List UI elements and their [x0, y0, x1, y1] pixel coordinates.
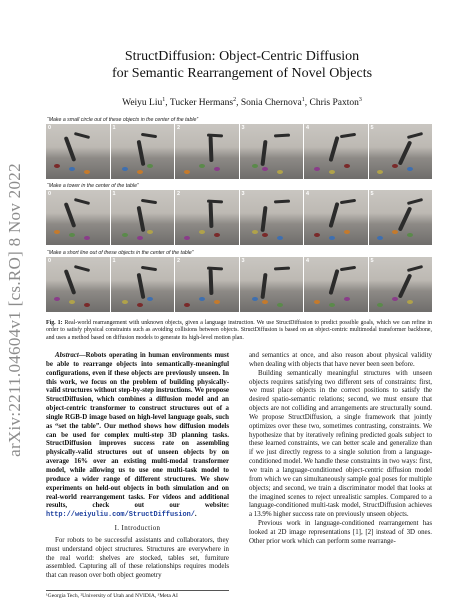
figure-step-number: 0: [48, 191, 52, 197]
table-object: [69, 300, 75, 304]
author-affiliation: 1: [301, 97, 305, 103]
figure-frame-strip: [46, 124, 432, 179]
figure-frame: [240, 257, 304, 312]
figure-step-number: 4: [306, 258, 310, 264]
robot-arm: [397, 206, 412, 231]
robot-arm: [64, 202, 77, 228]
figure-frame: [46, 190, 110, 245]
robot-arm: [328, 136, 339, 162]
robot-arm: [140, 199, 156, 204]
figure-frame: [369, 190, 433, 245]
table-object: [314, 167, 320, 171]
table-object: [199, 230, 205, 234]
robot-arm: [406, 265, 422, 272]
introduction-paragraph: For robots to be successful assistants and collaborators, they must understand object structures. Structures are everywhere in the real world: shelves are stocked, tables set, furniture assembled. Capturing all of these relationships requires models that can reason over both object geometry: [46, 536, 229, 580]
table-object: [329, 303, 335, 307]
robot-arm: [260, 140, 267, 166]
figure-step-number: 4: [306, 191, 310, 197]
table-object: [392, 297, 398, 301]
figure-step-number: 5: [370, 258, 374, 264]
table-object: [199, 297, 205, 301]
figure-frame: [46, 257, 110, 312]
figure-frame: [369, 257, 433, 312]
author-name: Sonia Chernova: [240, 98, 302, 109]
table-object: [262, 300, 268, 304]
figure-step-number: 5: [370, 191, 374, 197]
robot-arm: [273, 267, 289, 271]
table-object: [137, 236, 143, 240]
figure-caption-text: Real-world rearrangement with unknown objects, given a language instruction. We use StructDiffusion to predict possible goals, which we can refine in order to satisfy physical constraints such as avoiding collisions between objects. StructDiffusion is based on an object-centric multimodal transformer backbone, and uses a method based on diffusion models to generate its high-level motion plan.: [46, 320, 432, 341]
table-object: [54, 230, 60, 234]
abstract-label: Abstract: [55, 352, 79, 359]
table-object: [344, 164, 350, 168]
table-object: [137, 303, 143, 307]
table-object: [84, 303, 90, 307]
section-heading-introduction: I. Introduction: [114, 525, 161, 533]
table-object: [407, 300, 413, 304]
table-object: [137, 170, 143, 174]
figure-frame: [46, 124, 110, 179]
arxiv-stamp: arXiv:2211.04604v1 [cs.RO] 8 Nov 2022: [5, 163, 24, 457]
robot-arm: [140, 266, 156, 271]
table-object: [147, 230, 153, 234]
body-paragraph-2: Building semantically meaningful structures with unseen objects requires satisfying two different sets of constraints: first, we must place objects in the correct positions to satisfy the desired spatio-semantic relations; second, we must ensure that objects are not colliding and arrangements are structurally sound. We propose StructDiffusion, a single framework that jointly optimizes over these two, sometimes contrasting, constraints. We hypothesize that by iteratively refining predicted goals subject to these learned constraints, we can better scale and generalize than if we just directly regress to a single solution from a language-conditioned model. We handle these constraints in two ways: first, we train a language-conditioned object-centric diffusion model from which we can simultaneously sample goal poses for multiple objects; and second, we train a discriminator model that looks at the imagined scenes to reject unrealistic samples. Compared to a language-conditioned multi-task model, StructDiffusion achieves a 13.9% higher success rate on previously unseen objects.: [249, 369, 432, 519]
table-object: [122, 300, 128, 304]
author-affiliation: 2: [233, 97, 237, 103]
abstract-tail: .: [194, 511, 197, 519]
figure-prompt: “Make a short line out of these objects in the center of the table”: [47, 250, 194, 256]
figure-step-number: 3: [241, 191, 245, 197]
figure-frame: [304, 124, 368, 179]
table-object: [184, 170, 190, 174]
table-object: [214, 167, 220, 171]
figure-frame: [240, 190, 304, 245]
table-object: [184, 303, 190, 307]
table-object: [54, 164, 60, 168]
figure-frame: [175, 257, 239, 312]
figure-frame-strip: [46, 257, 432, 312]
table-object: [329, 236, 335, 240]
table-object: [377, 236, 383, 240]
table-object: [69, 167, 75, 171]
figure-frame-strip: [46, 190, 432, 245]
figure-frame: [304, 257, 368, 312]
table-object: [84, 236, 90, 240]
author-affiliation: 3: [358, 97, 362, 103]
table-object: [262, 167, 268, 171]
abstract-text: —Robots operating in human environments must be able to rearrange objects into semantically-meaningful configurations, even if these objects are previously unseen. In this work, we focus on the problem of building physically-valid structures without step-by-step instructions. We propose StructDiffusion, which combines a diffusion model and an object-centric transformer to construct structures out of a single RGB-D image based on high-level language goals, such as “set the table”. Our method shows how diffusion models can be used for complex multi-step 3D planning tasks. StructDiffusion improves success rate on assembling physically-valid structures out of unseen objects by on average 16% over an existing multi-modal transformer model, while allowing us to use one multi-task model to produce a wider range of different structures. We show experiments on held-out objects in both simulation and on real-world rearrangement tasks. For videos and additional results, check out our website:: [46, 352, 229, 510]
figure-step-number: 4: [306, 125, 310, 131]
table-object: [147, 164, 153, 168]
table-object: [392, 230, 398, 234]
figure-step-number: 0: [48, 125, 52, 131]
robot-arm: [74, 132, 90, 139]
figure-frame: [111, 124, 175, 179]
figure-step-number: 0: [48, 258, 52, 264]
robot-arm: [328, 202, 339, 228]
table-object: [392, 164, 398, 168]
figure-frame: [111, 257, 175, 312]
table-object: [84, 170, 90, 174]
table-object: [314, 300, 320, 304]
figure-frame: [111, 190, 175, 245]
robot-arm: [273, 134, 289, 138]
table-object: [277, 170, 283, 174]
table-object: [329, 170, 335, 174]
figure-step-number: 2: [177, 258, 181, 264]
robot-arm: [273, 200, 289, 204]
figure-frame: [304, 190, 368, 245]
robot-arm: [340, 266, 356, 271]
robot-arm: [74, 198, 90, 205]
table-object: [277, 236, 283, 240]
figure-prompt: “Make a small circle out of these objects in the center of the table”: [47, 117, 199, 123]
figure-caption-label: Fig. 1:: [46, 320, 63, 326]
table-object: [407, 233, 413, 237]
figure-step-number: 5: [370, 125, 374, 131]
robot-arm: [209, 202, 214, 228]
robot-arm: [136, 206, 145, 232]
table-object: [147, 297, 153, 301]
table-object: [377, 303, 383, 307]
robot-arm: [136, 273, 145, 299]
robot-arm: [209, 269, 214, 295]
robot-arm: [74, 265, 90, 272]
right-column: [249, 352, 432, 547]
table-object: [252, 297, 258, 301]
author-affiliation: 1: [162, 97, 166, 103]
robot-arm: [406, 132, 422, 139]
figure-step-number: 1: [112, 258, 116, 264]
table-object: [252, 164, 258, 168]
figure-step-number: 3: [241, 125, 245, 131]
table-object: [377, 170, 383, 174]
robot-arm: [340, 133, 356, 138]
author-list: Weiyu Liu$^1$, Tucker Hermans$^2$, Sonia Chernova$^1$, Chris Paxton$^3$: [122, 97, 362, 109]
website-link[interactable]: http://weiyuliu.com/StructDiffusion/: [46, 511, 195, 520]
robot-arm: [140, 133, 156, 138]
body-paragraph-1: and semantics at once, and also reason about physical validity when dealing with objects that have never been seen before.: [249, 352, 432, 368]
author-name: Tucker Hermans: [169, 98, 234, 109]
paper-title-line-1: StructDiffusion: Object-Centric Diffusion: [124, 49, 360, 64]
figure-step-number: 2: [177, 191, 181, 197]
table-object: [69, 233, 75, 237]
robot-arm: [397, 140, 412, 165]
robot-arm: [328, 269, 339, 295]
table-object: [277, 303, 283, 307]
abstract: [46, 352, 229, 520]
author-name: Weiyu Liu: [122, 98, 163, 109]
figure-frame: [369, 124, 433, 179]
figure-caption: [46, 320, 432, 342]
figure-prompt: “Make a tower in the center of the table”: [47, 183, 139, 189]
table-object: [344, 297, 350, 301]
table-object: [214, 233, 220, 237]
author-name: Chris Paxton: [309, 98, 359, 109]
table-object: [214, 300, 220, 304]
table-object: [184, 236, 190, 240]
table-object: [122, 233, 128, 237]
figure-step-number: 1: [112, 191, 116, 197]
table-object: [252, 230, 258, 234]
table-object: [199, 164, 205, 168]
robot-arm: [260, 206, 267, 232]
body-paragraph-3: Previous work in language-conditioned rearrangement has looked at 2D image representations [1], [2] instead of 3D ones. Other prior work which can perform some rearrange-: [249, 520, 432, 545]
robot-arm: [64, 269, 77, 295]
robot-arm: [260, 273, 267, 299]
table-object: [122, 167, 128, 171]
paper-title-line-2: for Semantic Rearrangement of Novel Objects: [111, 66, 373, 81]
figure-frame: [175, 190, 239, 245]
left-column: [46, 352, 229, 581]
robot-arm: [340, 199, 356, 204]
table-object: [262, 233, 268, 237]
robot-arm: [136, 140, 145, 166]
robot-arm: [64, 136, 77, 162]
robot-arm: [397, 273, 412, 298]
figure-step-number: 1: [112, 125, 116, 131]
figure-frame: [240, 124, 304, 179]
table-object: [314, 233, 320, 237]
figure-step-number: 3: [241, 258, 245, 264]
table-object: [407, 167, 413, 171]
table-object: [54, 297, 60, 301]
robot-arm: [209, 136, 214, 162]
figure-frame: [175, 124, 239, 179]
robot-arm: [406, 198, 422, 205]
affiliation-footnote: ¹Georgia Tech, ²University of Utah and NVIDIA, ³Meta AI: [46, 590, 229, 599]
table-object: [344, 230, 350, 234]
figure-step-number: 2: [177, 125, 181, 131]
